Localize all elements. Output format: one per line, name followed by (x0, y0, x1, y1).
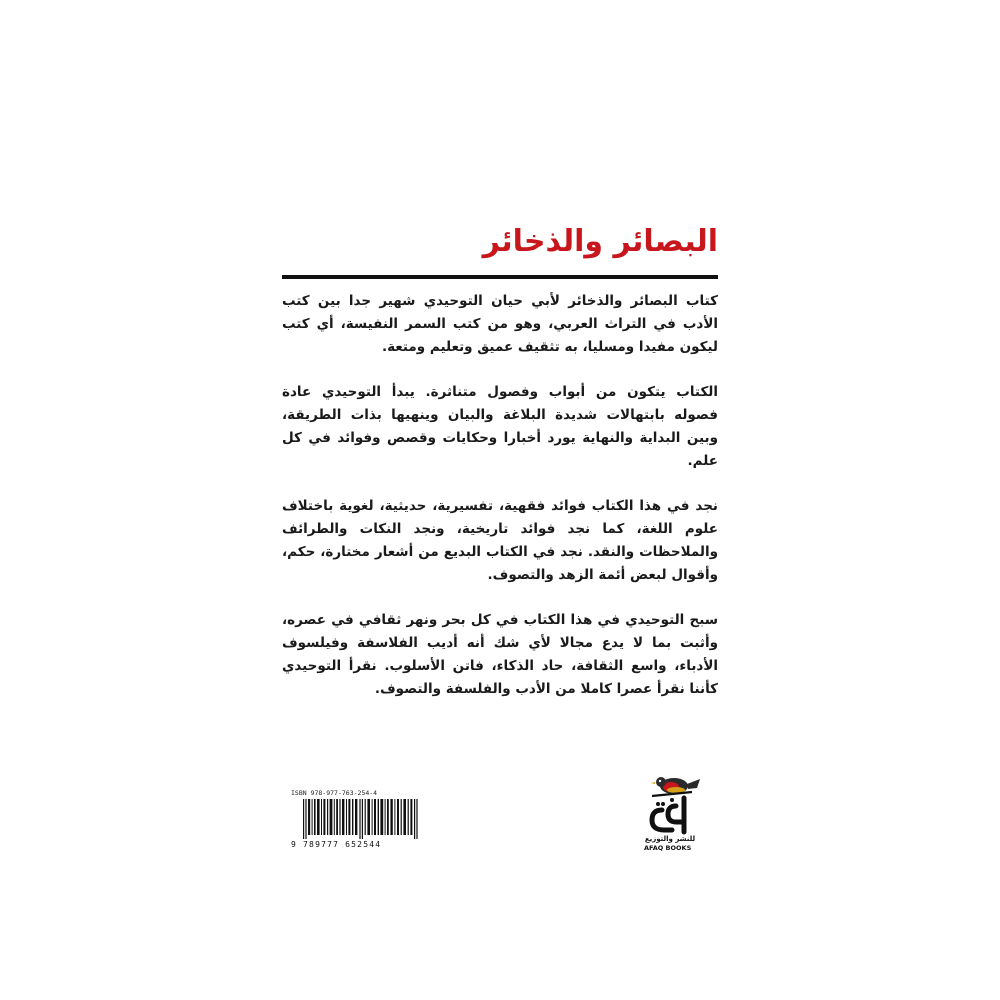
publisher-logo (634, 770, 706, 860)
blurb-paragraph-2: الكتاب يتكون من أبواب وفصول متناثرة. يبدأ التوحيدي عادة فصوله بابتهالات شديدة البلاغة والبيان وينهيها بذات الطريقة، وبين البداية والنهاية يورد أخبارا وحكايات وقصص وفوائد في كل علم. (282, 384, 718, 469)
blurb-paragraph-4: سبح التوحيدي في هذا الكتاب في كل بحر ونهر ثقافي في عصره، وأثبت بما لا يدع مجالا لأي شك أنه أديب الفلاسفة وفيلسوف الأدباء، واسع الثقافة، حاد الذكاء، فاتن الأسلوب. نقرأ التوحيدي كأننا نقرأ عصرا كاملا من الأدب والفلسفة والتصوف. (282, 612, 718, 697)
publisher-tagline: للنشر والتوزيع (644, 835, 696, 843)
blurb-paragraph-3: نجد في هذا الكتاب فوائد فقهية، تفسيرية، حديثية، لغوية باختلاف علوم اللغة، كما نجد فوائد تاريخية، ونجد النكات والطرائف والملاحظات والنقد. نجد في الكتاب البديع من أشعار مختارة، حكم، وأقوال لبعض أئمة الزهد والتصوف. (282, 498, 718, 583)
publisher-name-en: AFAQ BOOKS (644, 844, 692, 852)
book-title: البصائر والذخائر (482, 224, 718, 259)
bird-on-branch-logo-icon (634, 770, 706, 844)
title-divider (282, 275, 718, 279)
barcode-icon (303, 799, 421, 839)
barcode-digits: 9 789777 652544 (291, 840, 382, 849)
blurb-paragraph-1: كتاب البصائر والذخائر لأبي حيان التوحيدي شهير جدا بين كتب الأدب في التراث العربي، وهو من كتب السمر النفيسة، أي كتب ليكون مفيدا ومسليا، به تثقيف عميق وتعليم ومتعة. (282, 293, 718, 355)
blurb (282, 290, 718, 723)
isbn-barcode (291, 789, 431, 853)
isbn-label: ISBN 978-977-763-254-4 (291, 789, 378, 797)
